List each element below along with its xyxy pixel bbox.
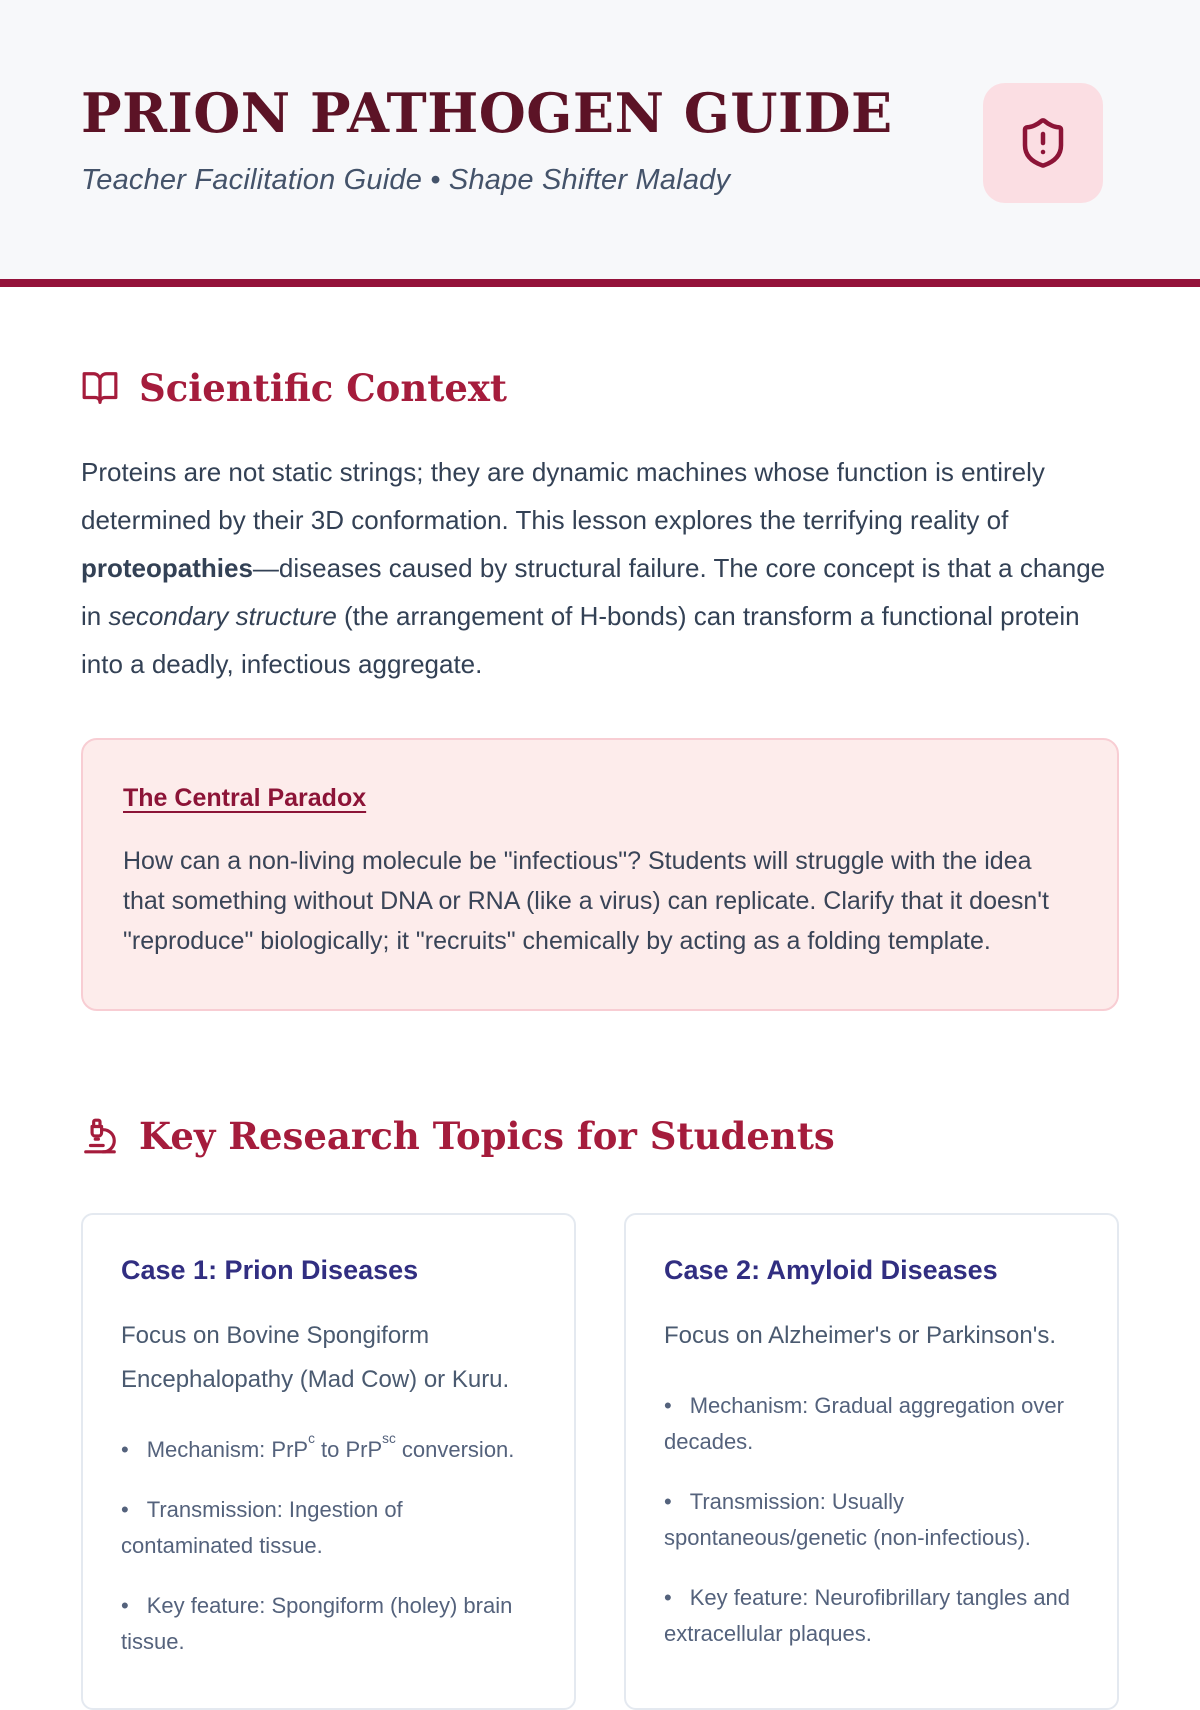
case-cards	[81, 1213, 1119, 1710]
card-intro: Focus on Bovine Spongiform Encephalopathy (Mad Cow) or Kuru.	[121, 1322, 510, 1394]
section-heading-label: Key Research Topics for Students	[139, 1113, 835, 1158]
bullet-item: • Key feature: Spongiform (holey) brain tissue.	[121, 1588, 536, 1660]
callout-body: How can a non-living molecule be "infectious"? Students will struggle with the idea that something without DNA or RNA (like a virus) can replicate. Clarify that it doesn't "reproduce" biologically; it "recruits" chemically by acting as a folding template.	[123, 846, 1050, 955]
bullet-item: • Transmission: Usually spontaneous/genetic (non-infectious).	[664, 1484, 1079, 1556]
bullet-item: • Transmission: Ingestion of contaminated tissue.	[121, 1492, 536, 1564]
scientific-context-heading	[81, 367, 1119, 410]
key-research-heading	[81, 1115, 1119, 1158]
scientific-context-section	[81, 367, 1119, 1011]
section-heading-label: Scientific Context	[139, 366, 508, 410]
context-paragraph: Proteins are not static strings; they are dynamic machines whose function is entirely determined by their 3D conformation. This lesson explores the terrifying reality of proteopathies—diseases caused by structural failure. The core concept is that a change in secondary structure (the arrangement of H-bonds) can transform a functional protein into a deadly, infectious aggregate.	[81, 456, 1106, 679]
key-research-section	[81, 1115, 1119, 1710]
callout-title: The Central Paradox	[123, 783, 367, 812]
page-header	[0, 0, 1200, 287]
case-card-amyloid-diseases	[624, 1213, 1119, 1710]
page-title: PRION PATHOGEN GUIDE	[81, 81, 893, 145]
alert-badge	[983, 83, 1103, 203]
shield-alert-icon	[1016, 116, 1070, 170]
bullet-item: • Mechanism: PrP$^c$ to PrP$^{sc}$ conversion.	[121, 1432, 536, 1468]
book-open-icon	[81, 369, 119, 407]
central-paradox-callout	[81, 738, 1119, 1011]
card-title: Case 2: Amyloid Diseases	[664, 1255, 998, 1286]
microscope-icon	[81, 1117, 119, 1155]
card-bullet-list	[121, 1432, 536, 1660]
page-subtitle: Teacher Facilitation Guide • Shape Shifter Malady	[81, 164, 731, 197]
bullet-item: • Key feature: Neurofibrillary tangles and extracellular plaques.	[664, 1580, 1079, 1652]
card-title: Case 1: Prion Diseases	[121, 1255, 419, 1286]
page-body	[0, 367, 1200, 1710]
case-card-prion-diseases	[81, 1213, 576, 1710]
bullet-item: • Mechanism: Gradual aggregation over decades.	[664, 1388, 1079, 1460]
card-bullet-list	[664, 1388, 1079, 1652]
card-intro: Focus on Alzheimer's or Parkinson's.	[664, 1322, 1056, 1350]
